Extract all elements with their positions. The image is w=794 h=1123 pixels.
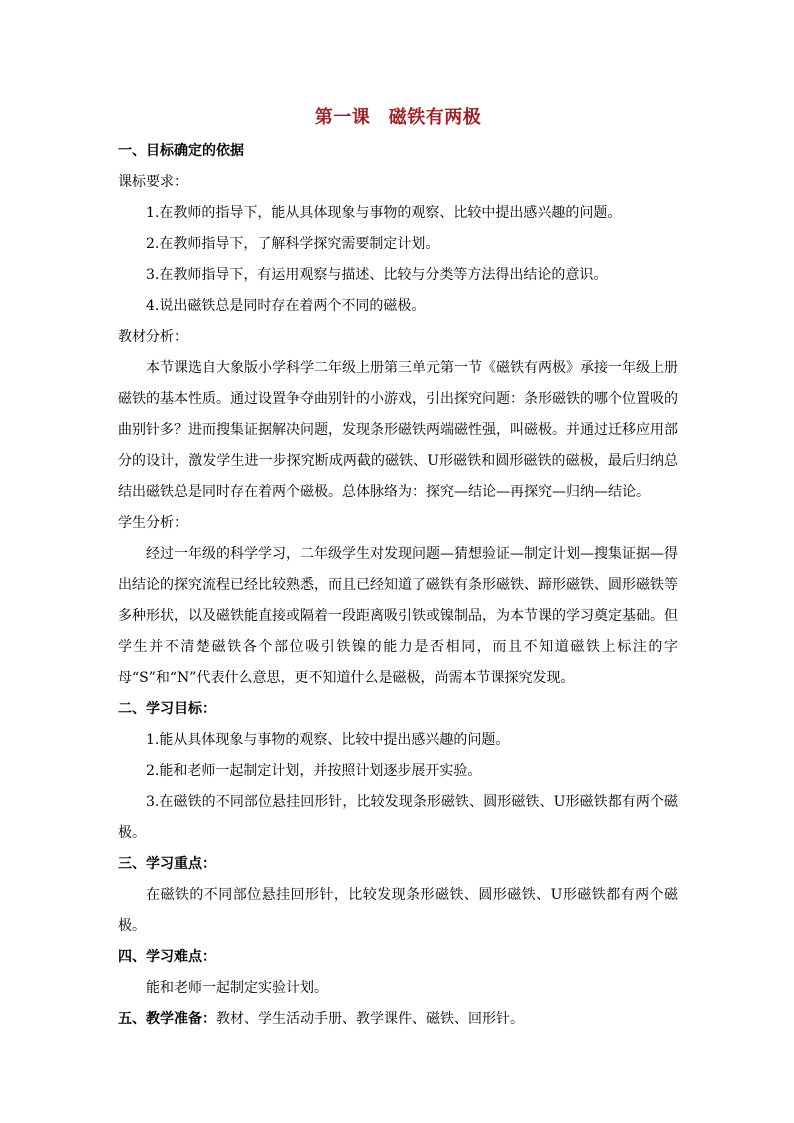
difficulty-text: 能和老师一起制定实验计划。 (146, 980, 328, 996)
document-page (118, 100, 678, 1035)
learning-goal-item: 1.能从具体现象与事物的观察、比较中提出感兴趣的问题。 (146, 732, 510, 748)
curriculum-item: 1.在教师的指导下，能从具体现象与事物的观察、比较中提出感兴趣的问题。 (146, 205, 622, 221)
section-1-heading: 一、目标确定的依据 (118, 143, 244, 159)
section-4-heading: 四、学习难点： (118, 949, 216, 965)
section-5-row (118, 1004, 678, 1035)
section-5-heading: 五、教学准备： (118, 1011, 216, 1027)
learning-goal-item: 2.能和老师一起制定计划，并按照计划逐步展开实验。 (146, 763, 482, 779)
textbook-analysis-label: 教材分析： (118, 329, 188, 345)
curriculum-item: 4.说出磁铁总是同时存在着两个不同的磁极。 (146, 298, 426, 314)
textbook-analysis-text: 本节课选自大象版小学科学二年级上册第三单元第一节《磁铁有两极》承接一年级上册磁铁的基本性质。通过设置争夺曲别针的小游戏，引出探究问题：条形磁铁的哪个位置吸的曲别针多？进而搜集证据解决问题，发现条形磁铁两端磁性强，叫磁极。并通过迁移应用部分的设计，激发学生进一步探究断成两截的磁铁、U形磁铁和圆形磁铁的磁极，最后归纳总结出磁铁总是同时存在着两个磁极。总体脉络为：探究—结论—再探究—归纳—结论。 (118, 360, 678, 500)
section-2-heading: 二、学习目标： (118, 701, 216, 717)
learning-goal-item: 3.在磁铁的不同部位悬挂回形针，比较发现条形磁铁、圆形磁铁、U形磁铁都有两个磁极。 (118, 794, 678, 841)
key-point-text: 在磁铁的不同部位悬挂回形针，比较发现条形磁铁、圆形磁铁、U形磁铁都有两个磁极。 (118, 887, 678, 934)
curriculum-requirements-label: 课标要求： (118, 174, 188, 190)
document-title: 第一课 磁铁有两极 (314, 107, 482, 128)
student-analysis-label: 学生分析： (118, 515, 188, 531)
preparation-text: 教材、学生活动手册、教学课件、磁铁、回形针。 (216, 1011, 524, 1027)
student-analysis-text: 经过一年级的科学学习，二年级学生对发现问题—猜想验证—制定计划—搜集证据—得出结论的探究流程已经比较熟悉，而且已经知道了磁铁有条形磁铁、蹄形磁铁、圆形磁铁等多种形状，以及磁铁能直接或隔着一段距离吸引铁或镍制品，为本节课的学习奠定基础。但学生并不清楚磁铁各个部位吸引铁镍的能力是否相同，而且不知道磁铁上标注的字母“S”和“N”代表什么意思，更不知道什么是磁极，尚需本节课探究发现。 (118, 546, 678, 686)
curriculum-item: 3.在教师指导下，有运用观察与描述、比较与分类等方法得出结论的意识。 (146, 267, 608, 283)
section-3-heading: 三、学习重点： (118, 856, 216, 872)
curriculum-item: 2.在教师指导下，了解科学探究需要制定计划。 (146, 236, 440, 252)
